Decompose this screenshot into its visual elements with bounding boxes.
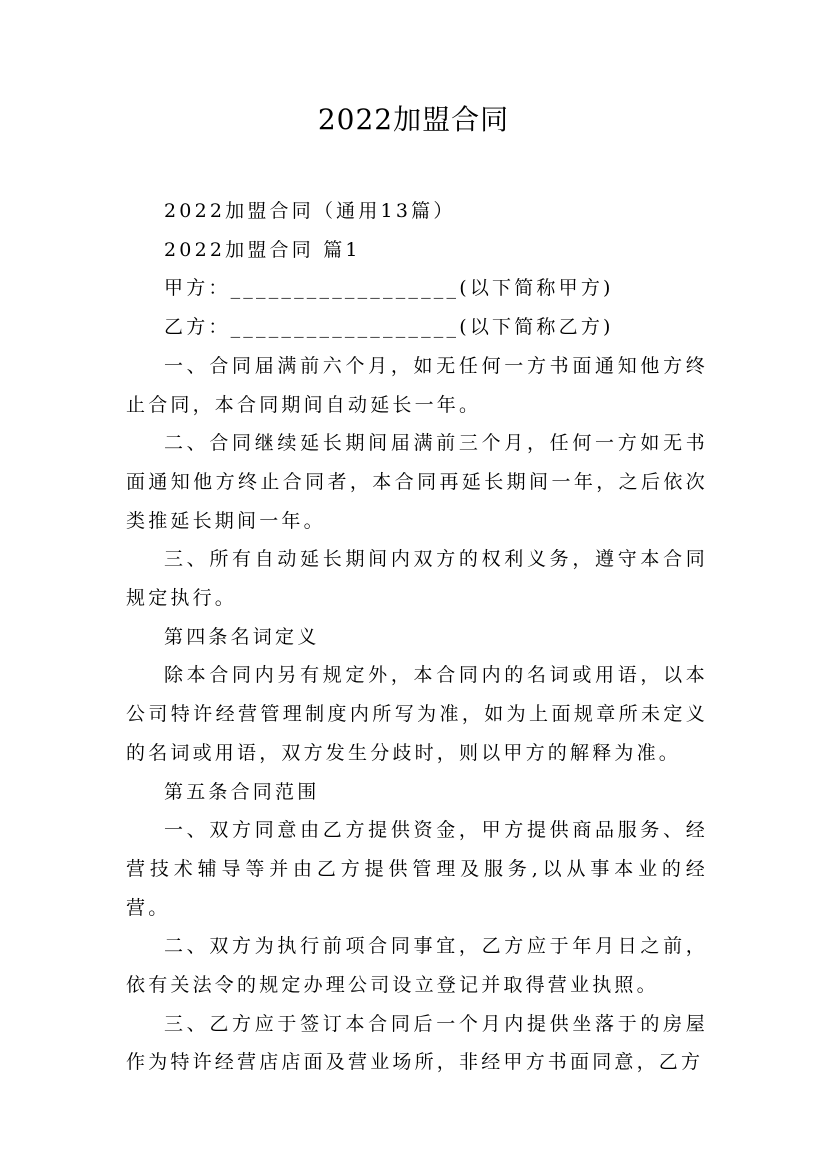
paragraph-clause: 三、所有自动延长期间内双方的权利义务，遵守本合同规定执行。: [126, 548, 708, 610]
document-body: [126, 192, 708, 1082]
paragraph-article-heading: 第五条合同范围: [164, 780, 320, 803]
paragraph-clause: 二、合同继续延长期间届满前三个月，任何一方如无书面通知他方终止合同者，本合同再延长期间一年，之后依次类推延长期间一年。: [126, 432, 708, 532]
paragraph-clause: 除本合同内另有规定外，本合同内的名词或用语，以本公司特许经营管理制度内所写为准，如为上面规章所未定义的名词或用语，双方发生分歧时，则以甲方的解释为准。: [126, 664, 708, 764]
document-title: 2022加盟合同: [317, 103, 510, 136]
paragraph-clause: 一、合同届满前六个月，如无任何一方书面通知他方终止合同，本合同期间自动延长一年。: [126, 354, 708, 416]
paragraph-clause: 一、双方同意由乙方提供资金，甲方提供商品服务、经营技术辅导等并由乙方提供管理及服务,以从事本业的经营。: [126, 819, 708, 919]
paragraph-article-heading: 第四条名词定义: [164, 625, 320, 648]
paragraph-party-a: 甲方：__________________(以下简称甲方): [164, 277, 614, 300]
paragraph-subtitle: 2022加盟合同（通用13篇）: [164, 200, 456, 222]
paragraph-clause: 三、乙方应于签订本合同后一个月内提供坐落于的房屋作为特许经营店店面及营业场所，非经甲方书面同意，乙方: [126, 1012, 708, 1074]
paragraph-party-b: 乙方：__________________(以下简称乙方): [164, 316, 614, 339]
paragraph-section-heading: 2022加盟合同 篇1: [164, 238, 361, 261]
paragraph-clause: 二、双方为执行前项合同事宜，乙方应于年月日之前，依有关法令的规定办理公司设立登记并取得营业执照。: [126, 935, 708, 997]
